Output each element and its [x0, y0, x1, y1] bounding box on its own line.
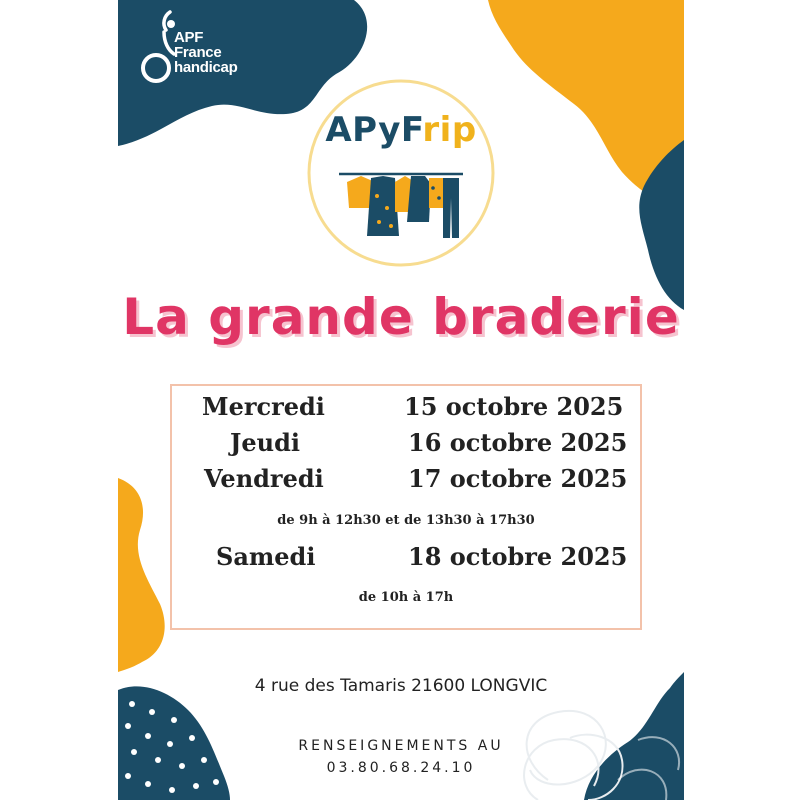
apyfrip-brand-name	[118, 110, 684, 150]
logo-line: APF	[174, 29, 204, 46]
left-orange-blob	[118, 478, 165, 672]
clothes-rack-emblem	[283, 78, 519, 268]
brand-part-orange: rip	[422, 110, 477, 150]
contact-label: RENSEIGNEMENTS AU	[298, 738, 504, 754]
day-label: Vendredi	[204, 464, 324, 493]
contact-phone: 03.80.68.24.10	[326, 760, 476, 776]
day-label: Jeudi	[230, 428, 300, 457]
date-label: 18 octobre 2025	[408, 542, 628, 571]
address: 4 rue des Tamaris 21600 LONGVIC	[254, 676, 548, 696]
day-label: Samedi	[216, 542, 316, 571]
date-label: 15 octobre 2025	[404, 392, 624, 421]
headline: La grande braderie	[122, 288, 680, 346]
poster	[118, 0, 684, 800]
saturday-hours: de 10h à 17h	[358, 590, 454, 605]
contact-info	[118, 735, 684, 779]
apf-logo-text	[174, 30, 237, 75]
logo-line: handicap	[174, 59, 238, 76]
date-label: 16 octobre 2025	[408, 428, 628, 457]
brand-part-navy: APyF	[325, 110, 423, 150]
logo-line: France	[174, 44, 222, 61]
day-label: Mercredi	[202, 392, 325, 421]
weekday-hours: de 9h à 12h30 et de 13h30 à 17h30	[277, 513, 535, 528]
date-label: 17 octobre 2025	[408, 464, 628, 493]
